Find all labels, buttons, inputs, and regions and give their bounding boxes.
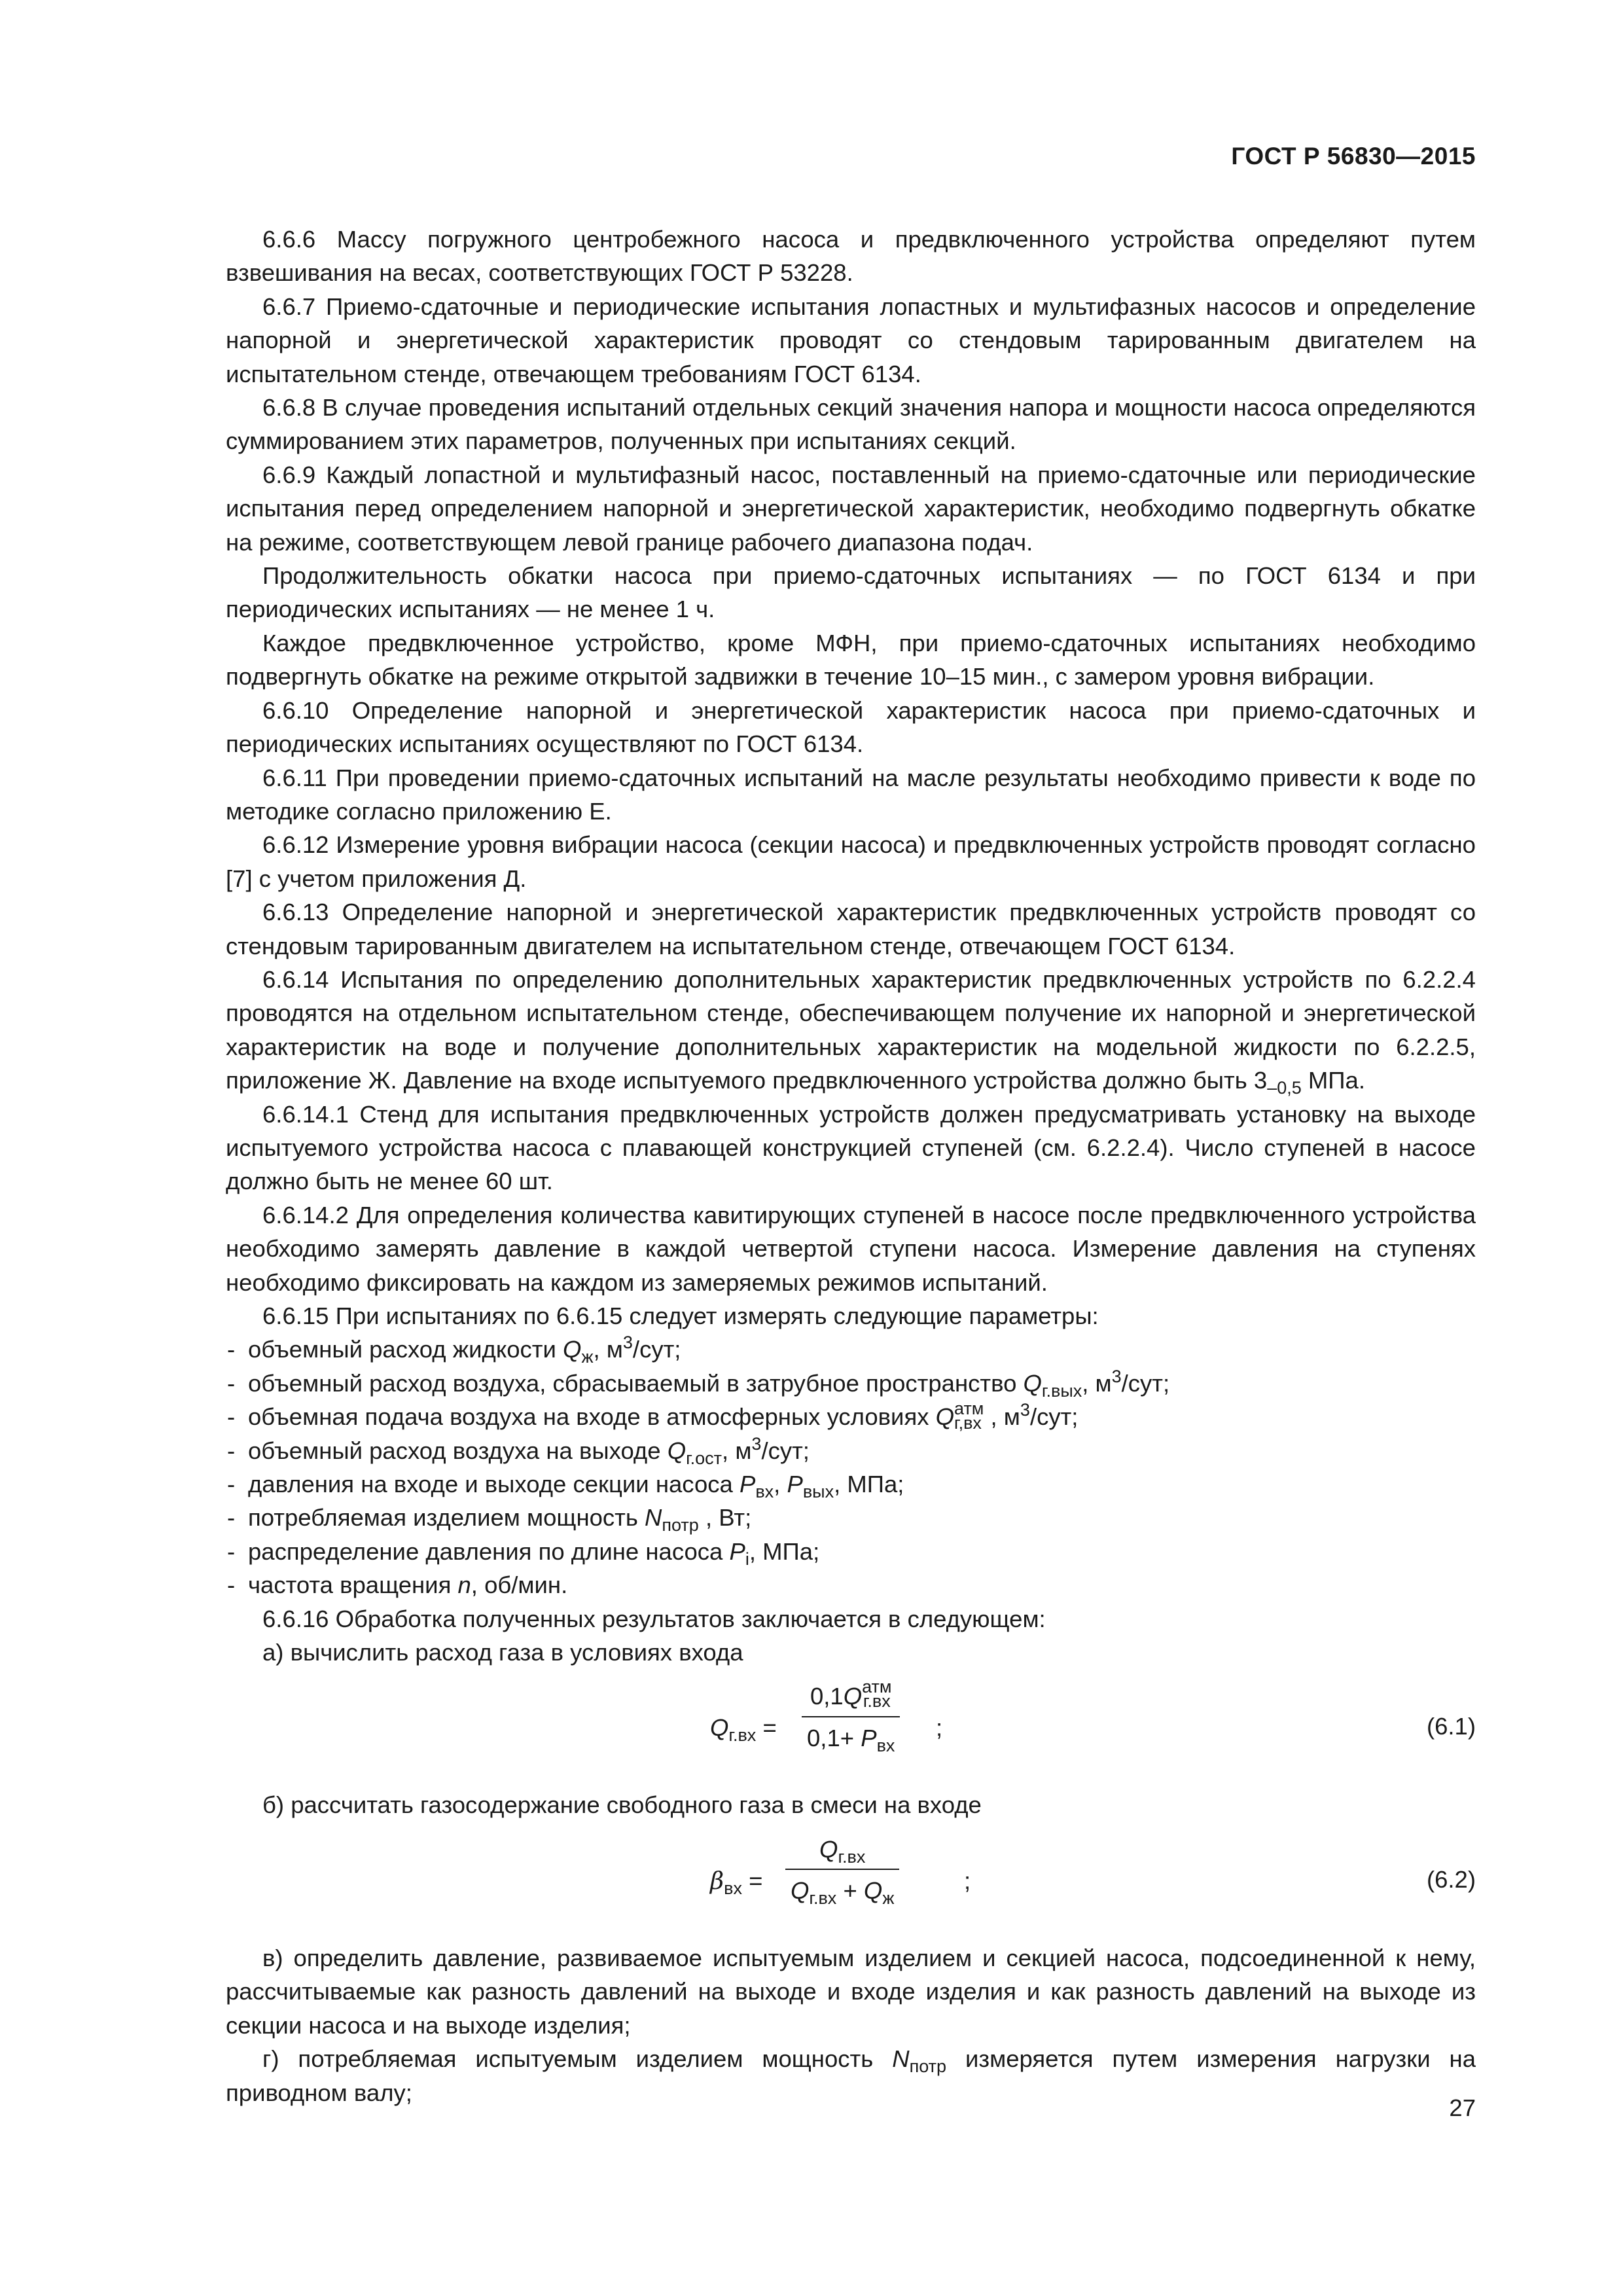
list-item xyxy=(226,1400,1476,1433)
paragraph-6-6-6: 6.6.6 Массу погружного центробежного насоса и предвключенного устройства определяют путем взвешивания на весах, соответствующих ГОСТ Р 53228. xyxy=(226,226,1476,287)
symbol-q: Q xyxy=(667,1437,687,1464)
unit: , м xyxy=(1082,1369,1112,1397)
subscript: потр xyxy=(662,1515,699,1535)
subscript: г,вх xyxy=(954,1413,982,1433)
list-item xyxy=(226,1467,1476,1501)
unit-end: , МПа; xyxy=(834,1471,904,1498)
symbol-q: Q xyxy=(1023,1369,1042,1397)
paragraph-6-6-12: 6.6.12 Измерение уровня вибрации насоса (секции насоса) и предвключенных устройств проводят согласно [7] с учетом приложения Д. xyxy=(226,831,1476,892)
list-item-text: давления на входе и выходе секции насоса xyxy=(248,1471,740,1498)
superscript: 3 xyxy=(751,1433,762,1454)
paragraph-6-6-9: 6.6.9 Каждый лопастной и мультифазный насос, поставленный на приемо-сдаточные или периодические испытания перед определением напорной и энергетической характеристик, необходимо подвергнуть обкатке на режиме, соответствующем левой границе рабочего диапазона подач. xyxy=(226,461,1476,556)
unit-end: /сут; xyxy=(632,1336,681,1363)
superscript: 3 xyxy=(622,1333,633,1353)
superscript: атм xyxy=(954,1399,984,1419)
paragraph-6-6-16: 6.6.16 Обработка полученных результатов заключается в следующем: xyxy=(262,1605,1046,1632)
symbol-q: Q xyxy=(935,1403,955,1431)
unit-end: , Вт; xyxy=(698,1504,752,1532)
item-g-text: г) потребляемая испытуемым изделием мощность xyxy=(262,2045,893,2073)
unit-end: /сут; xyxy=(761,1437,810,1464)
paragraph-runin-duration: Продолжительность обкатки насоса при приемо-сдаточных испытаниях — по ГОСТ 6134 и при периодических испытаниях — не менее 1 ч. xyxy=(226,562,1476,623)
superscript: 3 xyxy=(1020,1400,1030,1420)
fraction-denominator: $0,1+ P_{вх}$ xyxy=(807,1724,895,1755)
item-g-text-end: измеряется путем измерения нагрузки на приводном валу; xyxy=(226,2045,1476,2106)
list-item xyxy=(226,1333,1476,1366)
formula-fraction xyxy=(802,1679,900,1755)
subscript: ж xyxy=(581,1347,594,1367)
item-b: б) рассчитать газосодержание свободного газа в смеси на входе xyxy=(262,1791,982,1819)
separator: , xyxy=(774,1471,787,1498)
paragraph-6-6-8: 6.6.8 В случае проведения испытаний отдельных секций значения напора и мощности насоса определяются суммированием этих параметров, полученных при испытаниях секций. xyxy=(226,394,1476,455)
unit-end: , об/мин. xyxy=(471,1571,568,1599)
unit-end: , МПа; xyxy=(749,1537,820,1565)
fraction-numerator: $Q_{г.вх}$ xyxy=(819,1835,866,1867)
equation-number: (6.1) xyxy=(1426,1713,1476,1740)
symbol-n: n xyxy=(457,1571,471,1599)
subscript: вых xyxy=(802,1482,834,1502)
list-item xyxy=(226,1434,1476,1467)
formula-fraction xyxy=(785,1833,899,1908)
list-item xyxy=(226,1535,1476,1568)
formula-lhs: $\beta_{вх}$ = xyxy=(710,1866,763,1898)
list-item-text: объемный расход воздуха, сбрасываемый в затрубное пространство xyxy=(248,1369,1024,1397)
paragraph-6-6-14-2: 6.6.14.2 Для определения количества кавитирующих ступеней в насосе после предвключенного устройства необходимо замерять давление в каждой четвертой ступени насоса. Измерение давления на ступенях необходимо фиксировать на каждом из замеряемых режимов испытаний. xyxy=(226,1201,1476,1296)
item-v: в) определить давление, развиваемое испытуемым изделием и секцией насоса, подсоединенной к нему, рассчитываемые как разность давлений на выходе и входе изделия и как разность давлений на выходе из секции насоса и на выходе изделия; xyxy=(226,1944,1476,2039)
paragraph-6-6-10: 6.6.10 Определение напорной и энергетической характеристик насоса при приемо-сдаточных и периодических испытаниях осуществляют по ГОСТ 6134. xyxy=(226,696,1476,758)
superscript: 3 xyxy=(1111,1366,1122,1386)
paragraph-6-6-14-unit: МПа. xyxy=(1301,1067,1365,1094)
unit: , м xyxy=(593,1336,623,1363)
list-item xyxy=(226,1367,1476,1400)
subscript: вх xyxy=(755,1482,774,1502)
formula-6-1 xyxy=(226,1678,1476,1776)
paragraph-6-6-13: 6.6.13 Определение напорной и энергетической характеристик предвключенных устройств проводят со стендовым тарированным двигателем на испытательном стенде, отвечающем ГОСТ 6134. xyxy=(226,899,1476,960)
list-item-text: потребляемая изделием мощность xyxy=(248,1504,645,1532)
subscript: г.ост xyxy=(686,1448,722,1468)
page-number: 27 xyxy=(1449,2094,1476,2121)
subscript: i xyxy=(745,1549,749,1569)
symbol-p: P xyxy=(787,1471,803,1498)
list-item-text: распределение давления по длине насоса xyxy=(248,1537,730,1565)
paragraph-6-6-11: 6.6.11 При проведении приемо-сдаточных испытаний на масле результаты необходимо привести к воде по методике согласно приложению Е. xyxy=(226,764,1476,825)
symbol-n: N xyxy=(892,2045,910,2073)
fraction-denominator: $Q_{г.вх} + Q_ж$ xyxy=(791,1877,895,1909)
list-item xyxy=(226,1501,1476,1534)
list-item-text: объемный расход воздуха на выходе xyxy=(248,1437,668,1464)
formula-terminator: ; xyxy=(964,1867,971,1894)
document-id-header: ГОСТ Р 56830—2015 xyxy=(1231,143,1476,170)
subscript: г.вых xyxy=(1041,1380,1082,1401)
unit: , м xyxy=(722,1437,752,1464)
list-item-text: частота вращения xyxy=(248,1571,458,1599)
unit-end: /сут; xyxy=(1121,1369,1170,1397)
formula-terminator: ; xyxy=(936,1714,943,1742)
paragraph-6-6-14-1: 6.6.14.1 Стенд для испытания предвключенных устройств должен предусматривать установку на выходе испытуемого устройства насоса с плавающей конструкцией ступеней (см. 6.2.2.4). Число ступеней в насосе должно быть не менее 60 шт. xyxy=(226,1100,1476,1195)
item-a: а) вычислить расход газа в условиях входа xyxy=(262,1639,743,1666)
pressure-tolerance-subscript: –0,5 xyxy=(1267,1078,1302,1098)
sup-sub-stack xyxy=(954,1399,984,1433)
paragraph-preinstalled-device-runin: Каждое предвключенное устройство, кроме МФН, при приемо-сдаточных испытаниях необходимо подвергнуть обкатке на режиме открытой задвижки в течение 10–15 мин., с замером уровня вибрации. xyxy=(226,629,1476,691)
subscript: потр xyxy=(909,2056,947,2077)
unit: , м xyxy=(984,1403,1020,1431)
symbol-p: P xyxy=(729,1537,745,1565)
list-item-text: объемная подача воздуха на входе в атмосферных условиях xyxy=(248,1403,936,1431)
list-item-text: объемный расход жидкости xyxy=(248,1336,563,1363)
fraction-numerator: 0,1Q атм г.вх xyxy=(810,1677,892,1712)
paragraph-6-6-7: 6.6.7 Приемо-сдаточные и периодические испытания лопастных и мультифазных насосов и определение напорной и энергетической характеристик проводят со стендовым тарированным двигателем на испытательном стенде, отвечающем требованиям ГОСТ 6134. xyxy=(226,293,1476,387)
paragraph-6-6-14 xyxy=(226,963,1476,1098)
paragraph-6-6-14-text: 6.6.14 Испытания по определению дополнительных характеристик предвключенных устройств по 6.2.2.4 проводятся на отдельном испытательном стенде, обеспечивающем получение их напорной и энергетической характеристик на воде и получение дополнительных характеристик на модельной жидкости по 6.2.2.5, приложение Ж. Давление на входе испытуемого предвключенного устройства должно быть 3 xyxy=(226,965,1476,1094)
symbol-n: N xyxy=(645,1504,662,1532)
document-body xyxy=(226,223,1476,2109)
symbol-q: Q xyxy=(563,1336,582,1363)
formula-6-2 xyxy=(226,1831,1476,1929)
paragraph-6-6-15: 6.6.15 При испытаниях по 6.6.15 следует измерять следующие параметры: xyxy=(262,1302,1099,1329)
formula-lhs: $Q_{г.вх}$ = xyxy=(710,1714,777,1746)
list-item xyxy=(226,1568,1476,1602)
symbol-p: P xyxy=(739,1471,756,1498)
item-g xyxy=(226,2042,1476,2109)
measured-parameters-list xyxy=(226,1333,1476,1602)
unit-end: /сут; xyxy=(1029,1403,1079,1431)
equation-number: (6.2) xyxy=(1426,1865,1476,1893)
